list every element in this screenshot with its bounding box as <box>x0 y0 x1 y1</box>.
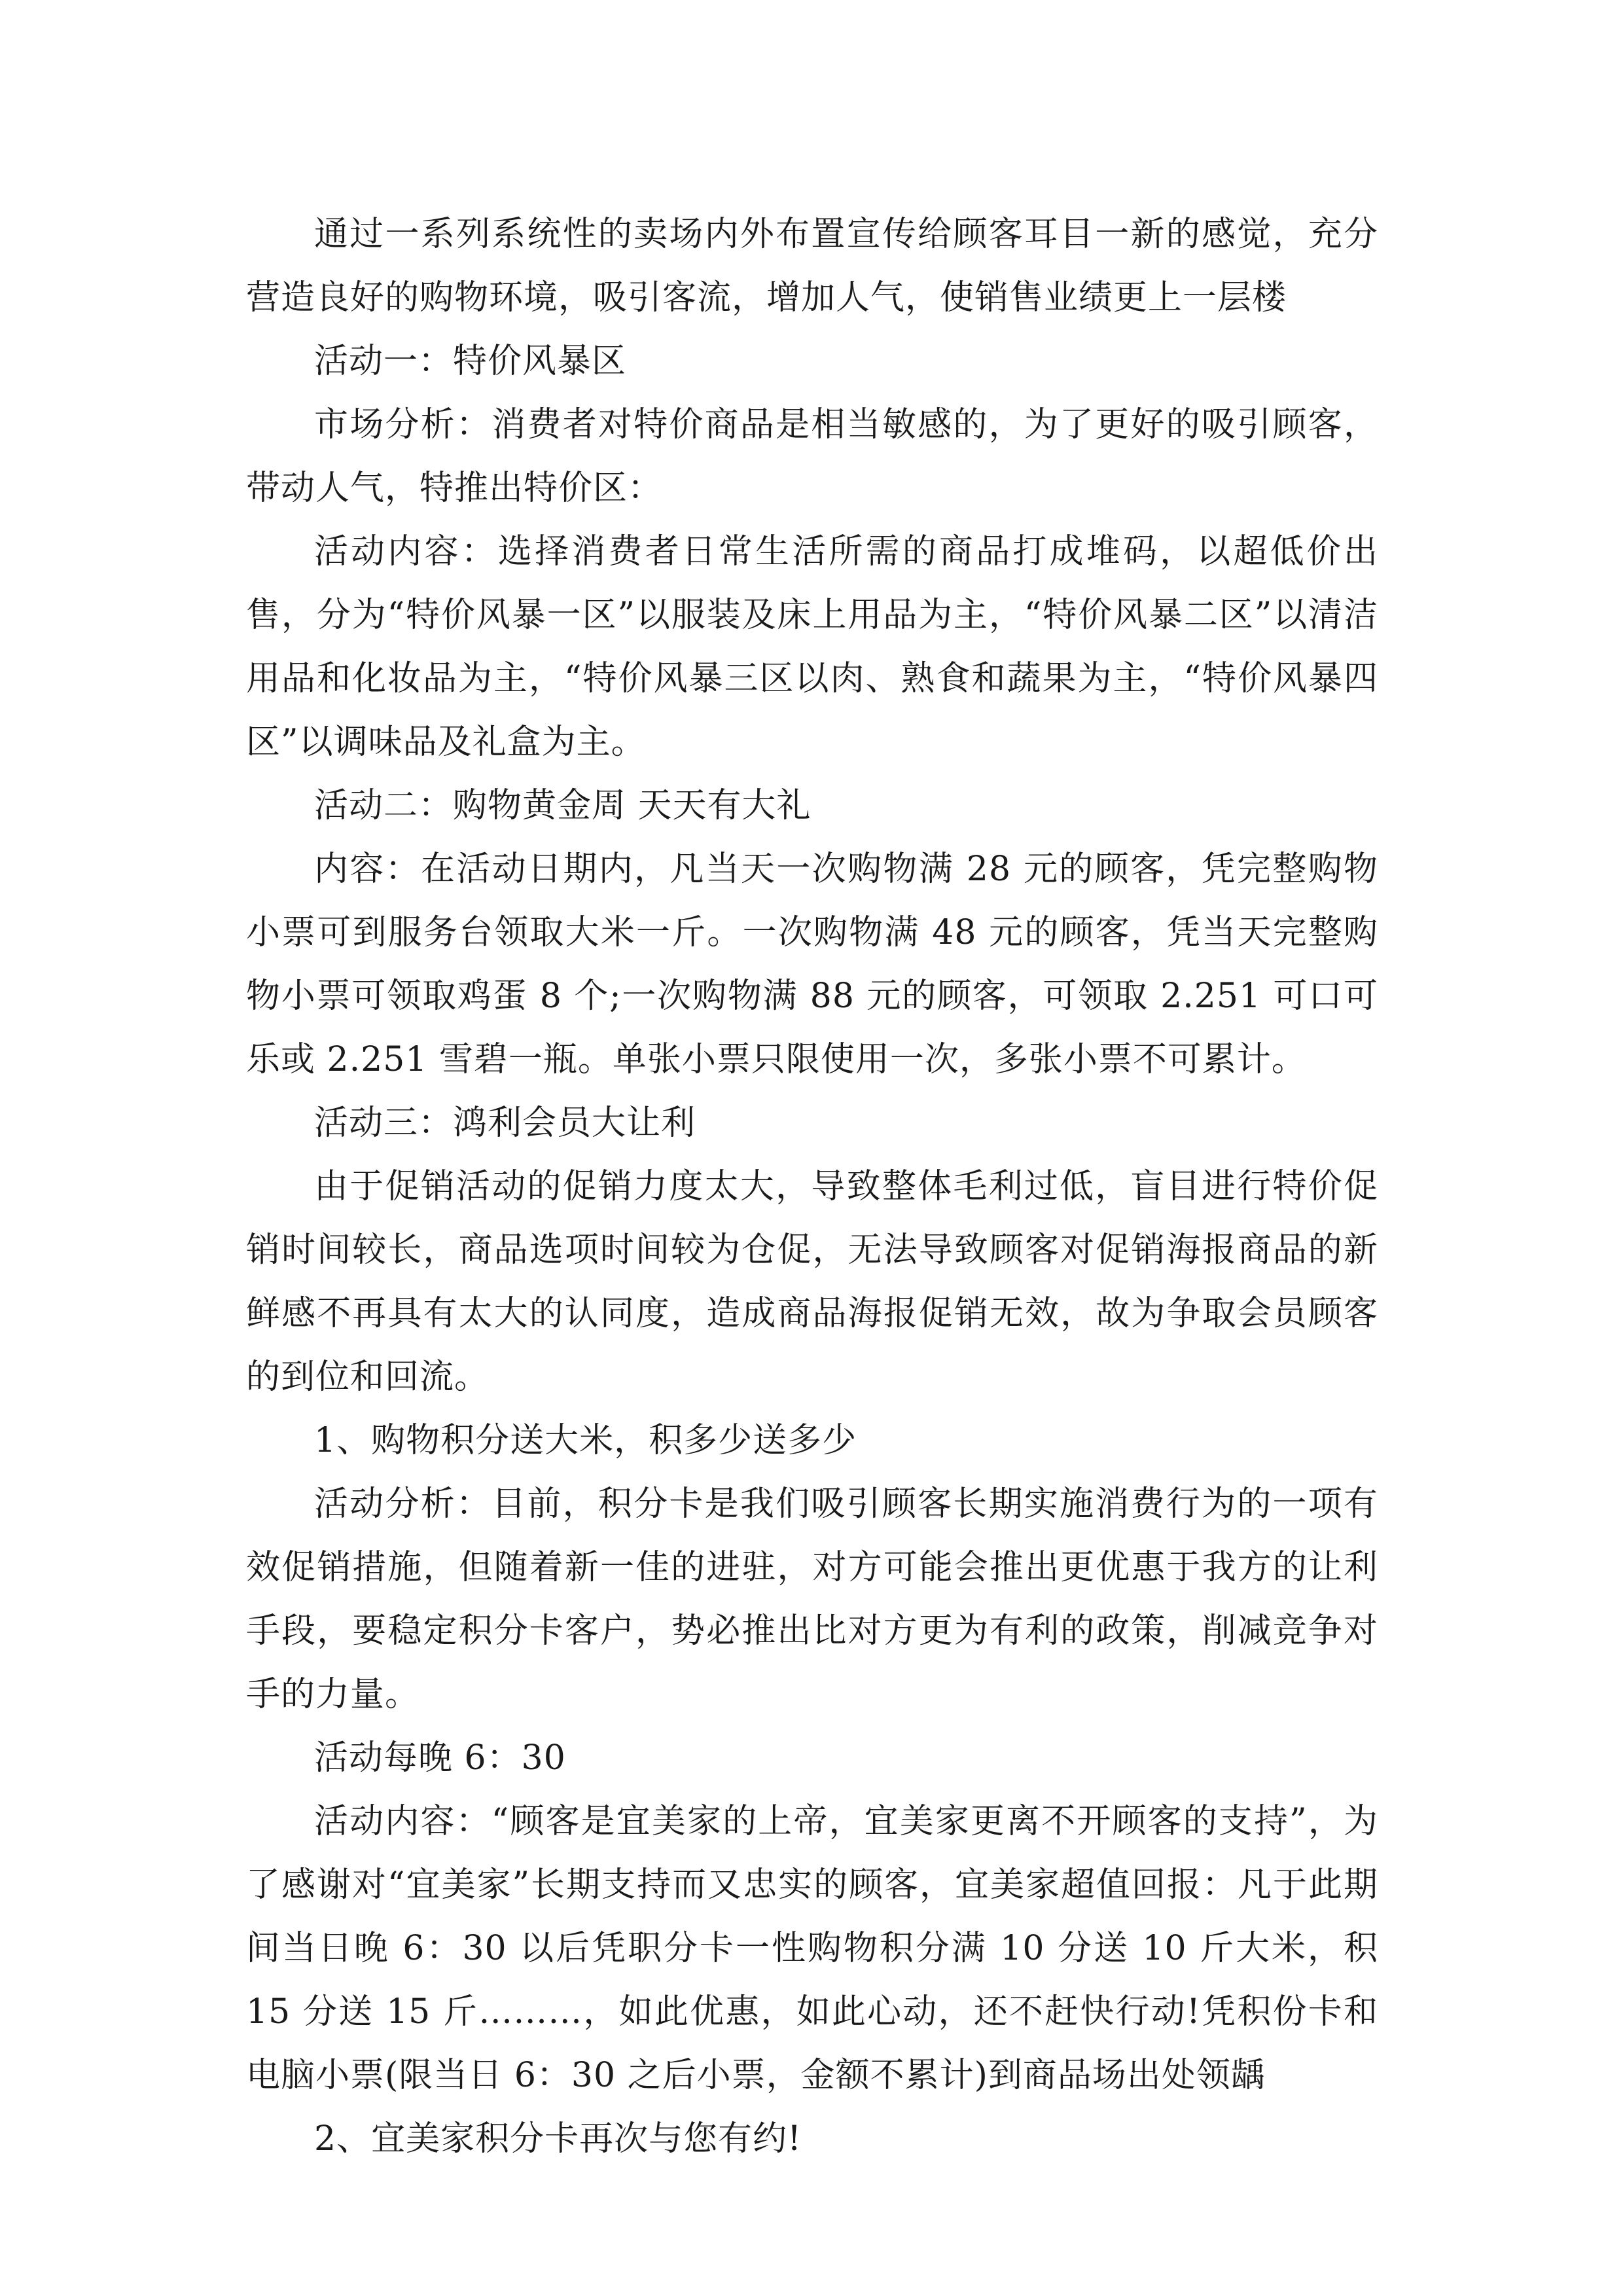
paragraph-activity-three-content: 由于促销活动的促销力度太大，导致整体毛利过低，盲目进行特价促销时间较长，商品选项时间较为仓促，无法导致顾客对促销海报商品的新鲜感不再具有太大的认同度，造成商品海报促销无效，故为争取会员顾客的到位和回流。 <box>246 1167 1378 1397</box>
paragraph-market-analysis: 市场分析：消费者对特价商品是相当敏感的，为了更好的吸引顾客，带动人气，特推出特价区： <box>246 405 1378 508</box>
document-body <box>246 203 1378 2171</box>
heading-item-two: 2、宜美家积分卡再次与您有约! <box>314 2119 802 2159</box>
paragraph-activity-one-content: 活动内容：选择消费者日常生活所需的商品打成堆码，以超低价出售，分为“特价风暴一区”以服装及床上用品为主，“特价风暴二区”以清洁用品和化妆品为主，“特价风暴三区以肉、熟食和蔬果为主，“特价风暴四区”以调味品及礼盒为主。 <box>246 532 1378 762</box>
paragraph-activity-analysis: 活动分析：目前，积分卡是我们吸引顾客长期实施消费行为的一项有效促销措施，但随着新一佳的进驻，对方可能会推出更优惠于我方的让利手段，要稳定积分卡客户，势必推出比对方更为有利的政策，削减竞争对手的力量。 <box>246 1484 1378 1714</box>
paragraph-intro: 通过一系列系统性的卖场内外布置宣传给顾客耳目一新的感觉，充分营造良好的购物环境，吸引客流，增加人气，使销售业绩更上一层楼 <box>246 215 1378 317</box>
heading-activity-one: 活动一：特价风暴区 <box>314 342 627 381</box>
heading-activity-two: 活动二：购物黄金周 天天有大礼 <box>314 786 812 825</box>
heading-item-one: 1、购物积分送大米，积多少送多少 <box>314 1421 857 1460</box>
paragraph-activity-time: 活动每晚 6：30 <box>314 1738 566 1778</box>
paragraph-activity-content: 活动内容：“顾客是宜美家的上帝，宜美家更离不开顾客的支持”，为了感谢对“宜美家”长期支持而又忠实的顾客，宜美家超值回报：凡于此期间当日晚 6：30 以后凭职分卡一性购物积分满 10 分送 10 斤大米，积 15 分送 15 斤………，如此优惠，如此心动，还不赶快行动!凭积份卡和电脑小票(限当日 6：30 之后小票，金额不累计)到商品场出处领龋 <box>246 1802 1378 2095</box>
paragraph-activity-two-content: 内容：在活动日期内，凡当天一次购物满 28 元的顾客，凭完整购物小票可到服务台领取大米一斤。一次购物满 48 元的顾客，凭当天完整购物小票可领取鸡蛋 8 个;一次购物满 88 元的顾客，可领取 2.251 可口可乐或 2.251 雪碧一瓶。单张小票只限使用一次，多张小票不可累计。 <box>246 850 1378 1079</box>
heading-activity-three: 活动三：鸿利会员大让利 <box>314 1103 696 1143</box>
